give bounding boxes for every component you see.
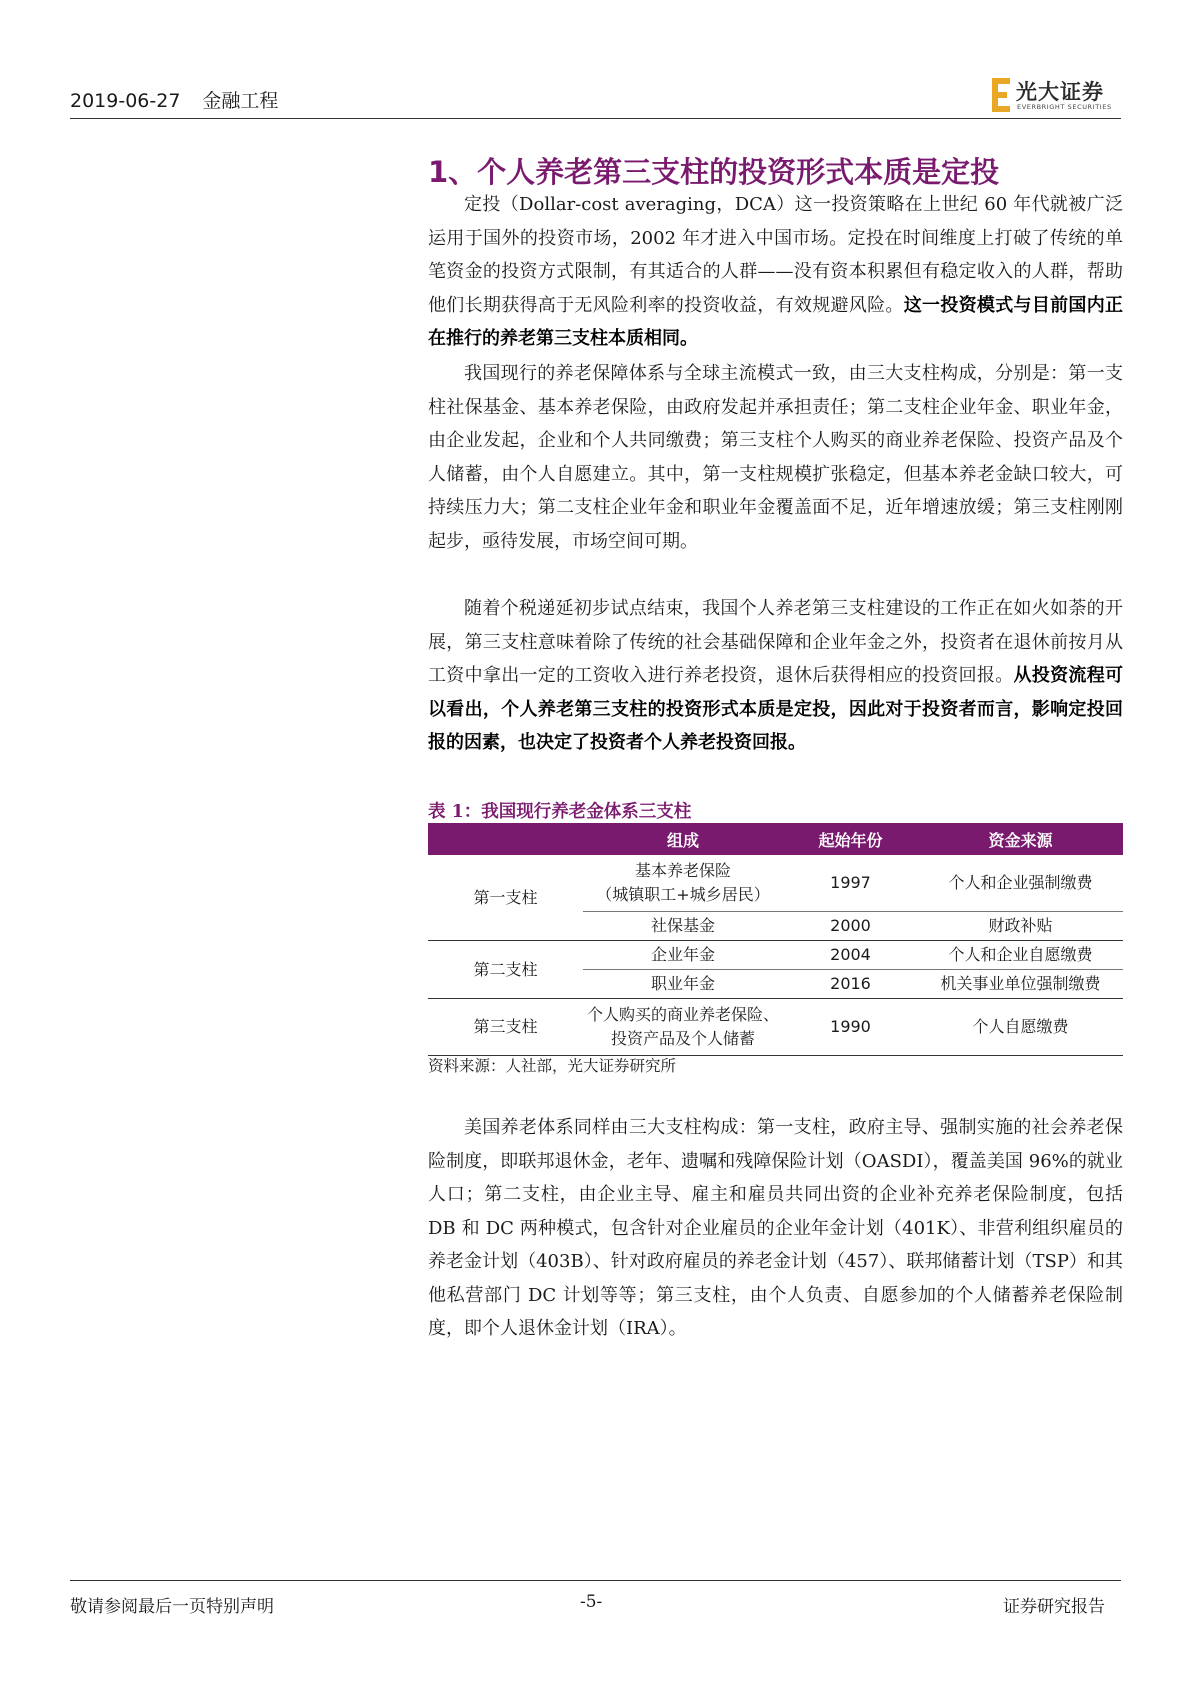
footer-divider <box>70 1580 1121 1581</box>
pillar-label: 第一支柱 <box>428 855 583 941</box>
page-number: -5- <box>580 1592 603 1612</box>
funding-source-cell: 个人自愿缴费 <box>918 999 1123 1056</box>
header-divider <box>70 118 1121 119</box>
table-header-cell: 起始年份 <box>783 823 918 855</box>
table-row <box>428 941 1123 970</box>
paragraph-3-text: 随着个税递延初步试点结束，我国个人养老第三支柱建设的工作正在如火如荼的开展，第三支柱意味着除了传统的社会基础保障和企业年金之外，投资者在退休前按月从工资中拿出一定的工资收入进行养老投资，退休后获得相应的投资回报。 <box>428 598 1123 686</box>
start-year-cell: 1997 <box>783 855 918 912</box>
component-cell <box>583 999 783 1056</box>
table-header-row <box>428 823 1123 855</box>
table-header-cell: 组成 <box>583 823 783 855</box>
footer-report-type: 证券研究报告 <box>1003 1597 1105 1617</box>
paragraph-4 <box>428 1111 1123 1346</box>
start-year-cell: 2016 <box>783 970 918 999</box>
section-title: 1、个人养老第三支柱的投资形式本质是定投 <box>428 155 1000 189</box>
component-cell <box>583 855 783 912</box>
funding-source-cell: 个人和企业强制缴费 <box>918 855 1123 912</box>
table-title: 表 1：我国现行养老金体系三支柱 <box>428 802 692 822</box>
pillar-label: 第二支柱 <box>428 941 583 999</box>
component-cell: 职业年金 <box>583 970 783 999</box>
component-cell: 企业年金 <box>583 941 783 970</box>
start-year-cell: 2004 <box>783 941 918 970</box>
table-source-note: 资料来源：人社部，光大证券研究所 <box>428 1057 677 1075</box>
footer-disclaimer: 敬请参阅最后一页特别声明 <box>70 1597 274 1617</box>
paragraph-1-bold: 这一投资模式与目前国内正在推行的养老第三支柱本质相同。 <box>428 294 1124 349</box>
component-line: 个人购买的商业养老保险、 <box>586 1005 779 1024</box>
table-row <box>428 999 1123 1056</box>
logo-text-cn: 光大证券 <box>1016 79 1104 104</box>
funding-source-cell: 机关事业单位强制缴费 <box>918 970 1123 999</box>
component-line: 基本养老保险 <box>634 861 731 880</box>
paragraph-3 <box>428 592 1123 760</box>
paragraph-3-bold: 从投资流程可以看出，个人养老第三支柱的投资形式本质是定投，因此对于投资者而言，影响定投回报的因素，也决定了投资者个人养老投资回报。 <box>428 665 1124 753</box>
component-line: 投资产品及个人储蓄 <box>610 1029 755 1048</box>
paragraph-2-text: 我国现行的养老保障体系与全球主流模式一致，由三大支柱构成，分别是：第一支柱社保基金、基本养老保险，由政府发起并承担责任；第二支柱企业年金、职业年金，由企业发起，企业和个人共同缴费；第三支柱个人购买的商业养老保险、投资产品及个人储蓄，由个人自愿建立。其中，第一支柱规模扩张稳定，但基本养老金缺口较大，可持续压力大；第二支柱企业年金和职业年金覆盖面不足，近年增速放缓；第三支柱刚刚起步，亟待发展，市场空间可期。 <box>428 363 1123 552</box>
table-header-cell <box>428 823 583 855</box>
pillar-label: 第三支柱 <box>428 999 583 1056</box>
logo-text-en: EVERBRIGHT SECURITIES <box>1017 103 1112 111</box>
report-section: 金融工程 <box>202 90 279 112</box>
pension-pillars-table <box>428 823 1123 1056</box>
everbright-logo <box>992 76 1122 116</box>
paragraph-4-text: 美国养老体系同样由三大支柱构成：第一支柱，政府主导、强制实施的社会养老保险制度，即联邦退休金，老年、遗嘱和残障保险计划（OASDI），覆盖美国 96%的就业人口；第二支柱，由企业主导、雇主和雇员共同出资的企业补充养老保险制度，包括 DB 和 DC 两种模式，包含针对企业雇员的企业年金计划（401K）、非营利组织雇员的养老金计划（403B）、针对政府雇员的养老金计划（457）、联邦储蓄计划（TSP）和其他私营部门 DC 计划等等；第三支柱，由个人负责、自愿参加的个人储蓄养老保险制度，即个人退休金计划（IRA）。 <box>428 1117 1123 1339</box>
paragraph-2 <box>428 357 1123 558</box>
component-cell: 社保基金 <box>583 912 783 941</box>
paragraph-1-text: 定投（Dollar-cost averaging，DCA）这一投资策略在上世纪 60 年代就被广泛运用于国外的投资市场，2002 年才进入中国市场。定投在时间维度上打破了传统的单笔资金的投资方式限制，有其适合的人群——没有资本积累但有稳定收入的人群，帮助他们长期获得高于无风险利率的投资收益，有效规避风险。 <box>428 194 1123 316</box>
paragraph-1 <box>428 188 1123 356</box>
everbright-logo-icon <box>992 78 1012 112</box>
component-line: （城镇职工+城乡居民） <box>596 885 770 904</box>
table-header-cell: 资金来源 <box>918 823 1123 855</box>
page-header <box>70 86 278 113</box>
funding-source-cell: 财政补贴 <box>918 912 1123 941</box>
start-year-cell: 1990 <box>783 999 918 1056</box>
start-year-cell: 2000 <box>783 912 918 941</box>
table-row <box>428 855 1123 912</box>
report-date: 2019-06-27 <box>70 90 181 112</box>
funding-source-cell: 个人和企业自愿缴费 <box>918 941 1123 970</box>
